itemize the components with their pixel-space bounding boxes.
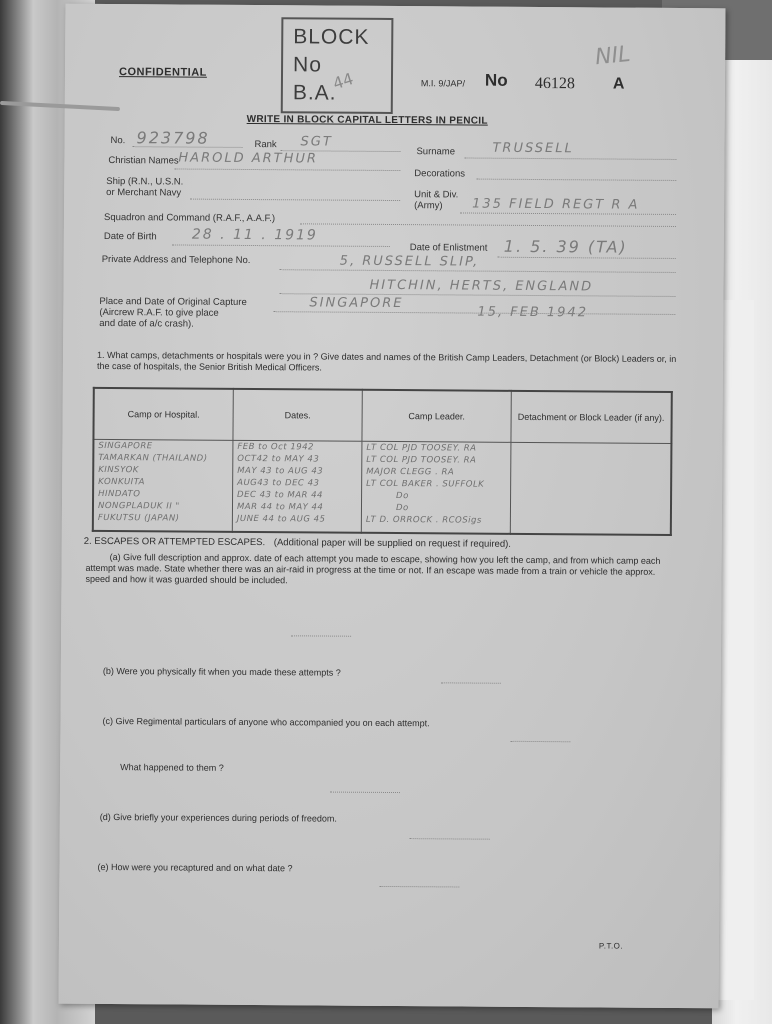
squadron-underline xyxy=(300,223,676,227)
stamp-line-block: BLOCK xyxy=(293,25,370,49)
answer-line-e xyxy=(379,886,459,888)
serial-suffix: A xyxy=(612,75,625,93)
christian-names-value: HAROLD ARTHUR xyxy=(178,150,318,167)
capture-label-line3: and date of a/c crash). xyxy=(99,317,194,330)
capture-label-line1: Place and Date of Original Capture xyxy=(99,295,247,308)
camp-entry: KINSYOK xyxy=(98,464,139,476)
dob-underline xyxy=(172,244,390,247)
section-2-note: (Additional paper will be supplied on request if required). xyxy=(273,537,511,550)
answer-line-d xyxy=(410,838,490,840)
answer-line-b xyxy=(441,682,501,683)
rank-value: SGT xyxy=(300,134,333,150)
date-entry: OCT42 to MAY 43 xyxy=(237,453,320,465)
capture-place: SINGAPORE xyxy=(309,295,404,312)
unit-label xyxy=(414,189,458,211)
section-2-heading xyxy=(84,536,511,550)
ship-label-line2: or Merchant Navy xyxy=(106,186,182,199)
camps-table xyxy=(92,387,673,536)
leader-entry: MAJOR CLEGG . RA xyxy=(366,466,455,478)
unit-underline xyxy=(460,212,676,215)
enlistment-underline xyxy=(498,257,676,259)
leader-entry: LT COL BAKER . SUFFOLK xyxy=(366,478,485,490)
header-detachment-leader: Detachment or Block Leader (if any). xyxy=(511,391,672,444)
no-label: No. xyxy=(110,135,126,147)
form-reference: M.I. 9/JAP/ xyxy=(420,78,466,89)
date-entry: FEB to Oct 1942 xyxy=(237,441,315,453)
answer-line-a xyxy=(291,635,351,636)
address-underline-1 xyxy=(280,269,676,273)
camp-entry: TAMARKAN (THAILAND) xyxy=(98,452,208,464)
unit-label-line2: (Army) xyxy=(414,200,443,212)
ship-underline xyxy=(190,199,400,201)
date-entry: AUG43 to DEC 43 xyxy=(237,477,320,489)
camp-entry: SINGAPORE xyxy=(98,440,153,452)
number-symbol: No xyxy=(484,70,508,90)
decorations-label: Decorations xyxy=(414,168,466,180)
question-2c: (c) Give Regimental particulars of anyone who accompanied you on each attempt. xyxy=(102,715,430,729)
section-2-title: 2. ESCAPES OR ATTEMPTED ESCAPES. xyxy=(83,535,266,549)
leader-entry: Do xyxy=(395,503,409,514)
christian-names-underline xyxy=(174,168,400,171)
leader-entry: Do xyxy=(396,491,409,502)
serial-number: 46128 xyxy=(534,74,576,93)
unit-label-line1: Unit & Div. xyxy=(414,189,459,201)
dob-value: 28 . 11 . 1919 xyxy=(191,226,318,244)
surname-value: TRUSSELL xyxy=(492,140,574,157)
header-camp: Camp or Hospital. xyxy=(93,388,233,440)
address-line1: 5, RUSSELL SLIP, xyxy=(339,253,480,270)
address-line2: HITCHIN, HERTS, ENGLAND xyxy=(369,277,594,295)
date-entry: DEC 43 to MAR 44 xyxy=(237,489,323,501)
dob-label: Date of Birth xyxy=(103,230,157,243)
please-turn-over: P.T.O. xyxy=(598,941,624,951)
capture-underline xyxy=(273,311,675,315)
header-camp-leader: Camp Leader. xyxy=(362,390,511,443)
unit-value: 135 FIELD REGT R A xyxy=(472,196,640,213)
decorations-underline xyxy=(476,179,676,181)
question-2a: (a) Give full description and approx. date of each attempt you made to escape, showing how you left the camp, and from which camp each attempt was made. State whether there was an air-raid in progress at the time or not. If an escape was made from a train or vehicle the approx. speed and how it was guarded should be included. xyxy=(85,552,661,586)
date-entry: MAR 44 to MAY 44 xyxy=(236,501,324,513)
camp-entry: NONGPLADUK II " xyxy=(97,500,180,512)
camp-entry: KONKUITA xyxy=(98,476,145,488)
rank-label: Rank xyxy=(254,139,277,151)
question-2c-followup: What happened to them ? xyxy=(120,762,224,773)
leaders-column xyxy=(361,441,511,534)
question-2e: (e) How were you recaptured and on what date ? xyxy=(97,861,293,874)
question-1: 1. What camps, detachments or hospitals were you in ? Give dates and names of the British Camp Leaders, Detachment (or Block) Leaders or, in the case of hospitals, the Senior British Medical Officers. xyxy=(96,349,677,373)
answer-line-c xyxy=(510,741,570,742)
no-underline xyxy=(132,146,242,148)
address-label: Private Address and Telephone No. xyxy=(101,253,251,267)
header-dates: Dates. xyxy=(233,389,362,441)
nil-handwritten-note: NIL xyxy=(594,41,632,71)
stamp-handwritten-number: 44 xyxy=(330,69,356,94)
enlistment-label: Date of Enlistment xyxy=(409,242,488,254)
confidential-label: CONFIDENTIAL xyxy=(118,66,207,79)
surname-underline xyxy=(464,157,676,159)
instruction-heading: WRITE IN BLOCK CAPITAL LETTERS IN PENCIL xyxy=(246,113,488,127)
enlistment-value: 1. 5. 39 (TA) xyxy=(503,236,628,257)
stamp-line-no: No xyxy=(292,53,323,77)
date-entry: MAY 43 to AUG 43 xyxy=(237,465,324,477)
capture-label xyxy=(99,296,247,330)
block-stamp xyxy=(281,17,394,114)
leader-entry: LT COL PJD TOOSEY. RA xyxy=(366,442,477,454)
detachment-column xyxy=(510,442,671,535)
christian-names-label: Christian Names xyxy=(108,155,179,167)
dates-column xyxy=(232,440,362,532)
camp-entry: FUKUTSU (JAPAN) xyxy=(97,512,180,524)
date-entry: JUNE 44 to AUG 45 xyxy=(236,513,326,525)
form-sheet xyxy=(59,4,726,1009)
squadron-label: Squadron and Command (R.A.F., A.A.F.) xyxy=(103,211,276,225)
no-value: 923798 xyxy=(136,128,210,148)
ship-label xyxy=(106,176,183,199)
camp-entry: HINDATO xyxy=(98,488,141,500)
stamp-line-ba: B.A. xyxy=(292,81,337,105)
leader-entry: LT D. ORROCK . RCOSigs xyxy=(365,514,482,526)
ship-label-line1: Ship (R.N., U.S.N. xyxy=(106,175,184,188)
question-2b: (b) Were you physically fit when you made these attempts ? xyxy=(102,665,341,678)
answer-line-c2 xyxy=(330,792,400,793)
leader-entry: LT COL PJD TOOSEY. RA xyxy=(366,454,477,466)
capture-date: 15, FEB 1942 xyxy=(477,304,589,321)
question-2d: (d) Give briefly your experiences during periods of freedom. xyxy=(99,811,337,824)
camps-column xyxy=(93,439,233,531)
capture-label-line2: (Aircrew R.A.F. to give place xyxy=(99,306,219,319)
surname-label: Surname xyxy=(416,146,456,158)
